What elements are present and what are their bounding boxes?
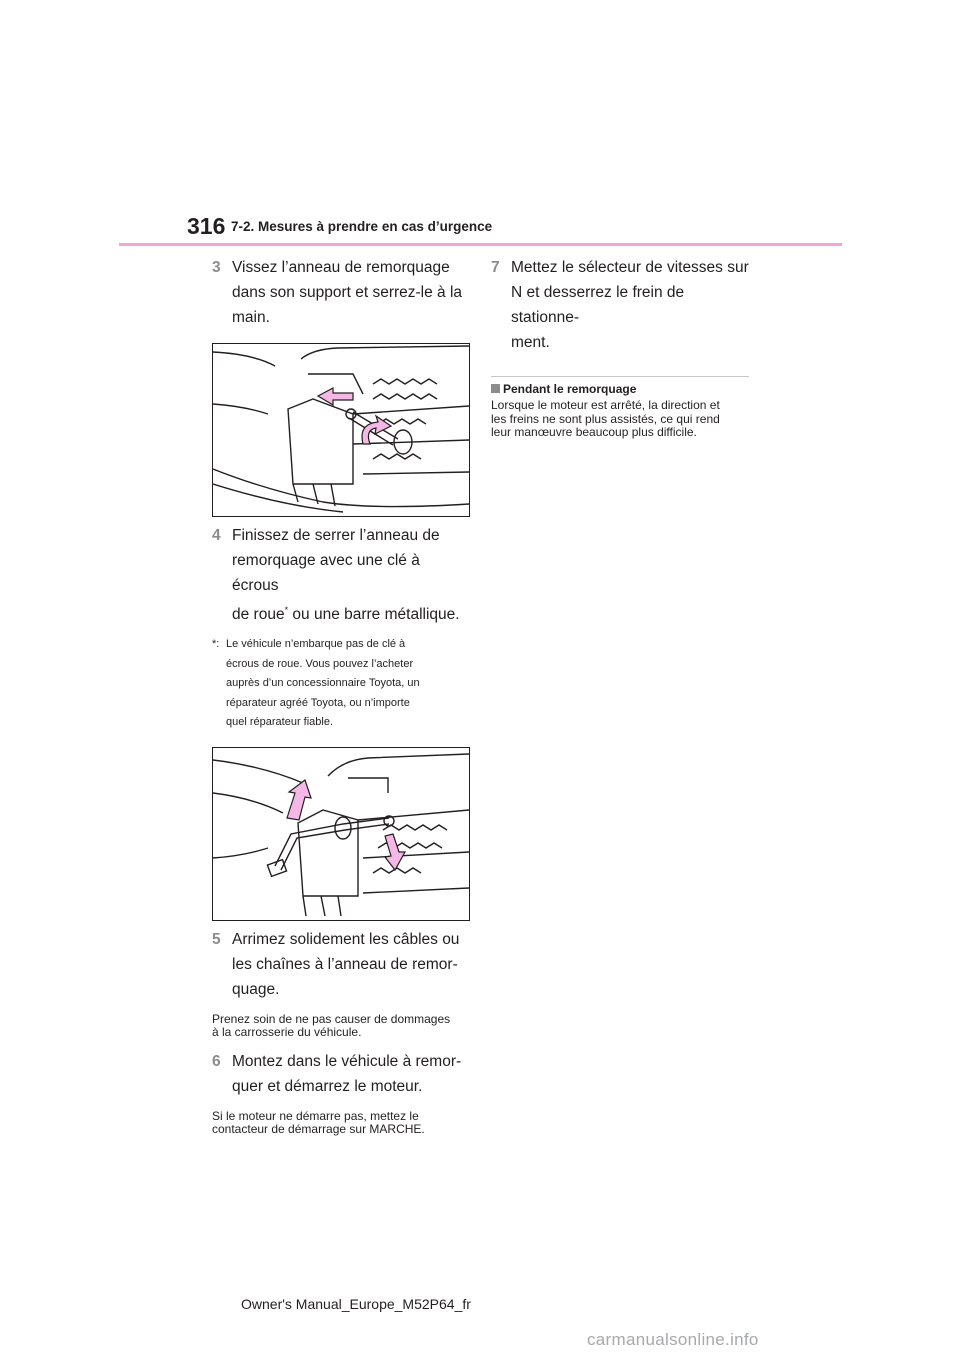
step-number: 3 bbox=[212, 259, 221, 276]
step-4: 4 Finissez de serrer l’anneau de remorquage avec une clé à écrous de roue* ou une barre métallique. bbox=[212, 523, 470, 627]
footnote: *: Le véhicule n’embarque pas de clé à écrous de roue. Vous pouvez l’acheter auprès d’un concessionnaire Toyota, un réparateur agréé Toyota, ou n’importe quel réparateur fiable. bbox=[212, 635, 470, 733]
page-number: 316 bbox=[187, 213, 226, 239]
header-rule bbox=[119, 243, 842, 246]
section-title: 7-2. Mesures à prendre en cas d’urgence bbox=[231, 219, 493, 234]
figure-screw-tow-hook bbox=[212, 343, 470, 517]
footnote-mark: *: bbox=[212, 638, 220, 651]
right-column bbox=[491, 255, 751, 440]
watermark: carmanualsonline.info bbox=[587, 1330, 759, 1349]
left-column bbox=[212, 255, 470, 1137]
step-3: 3 Vissez l’anneau de remorquage dans son support et serrez-le à la main. bbox=[212, 255, 470, 330]
step-5: 5 Arrimez solidement les câbles ou les chaînes à l’anneau de remor- quage. bbox=[212, 927, 470, 1002]
tow-hook-screw-illustration bbox=[213, 344, 469, 516]
note-step-5: Prenez soin de ne pas causer de dommages à la carrosserie du véhicule. bbox=[212, 1011, 451, 1040]
step-7: 7 Mettez le sélecteur de vitesses sur N et desserrez le frein de stationne- ment. bbox=[491, 255, 751, 355]
info-divider bbox=[491, 376, 749, 377]
square-bullet-icon bbox=[491, 384, 500, 393]
wrench-tighten-illustration bbox=[213, 748, 469, 920]
step-number: 4 bbox=[212, 527, 221, 544]
info-heading: Pendant le remorquage bbox=[491, 382, 751, 396]
footnote-reference: * bbox=[284, 605, 289, 615]
manual-footer: Owner's Manual_Europe_M52P64_fr bbox=[241, 1296, 471, 1312]
figure-tighten-with-wrench bbox=[212, 747, 470, 921]
note-step-6: Si le moteur ne démarre pas, mettez le contacteur de démarrage sur MARCHE. bbox=[212, 1108, 425, 1137]
step-number: 7 bbox=[491, 259, 500, 276]
info-text: Lorsque le moteur est arrêté, la direction et les freins ne sont plus assistés, ce qui rend leur manœuvre beaucoup plus difficile. bbox=[491, 398, 720, 439]
step-6: 6 Montez dans le véhicule à remor- quer et démarrez le moteur. bbox=[212, 1049, 470, 1099]
step-number: 6 bbox=[212, 1052, 221, 1070]
step-number: 5 bbox=[212, 930, 221, 948]
